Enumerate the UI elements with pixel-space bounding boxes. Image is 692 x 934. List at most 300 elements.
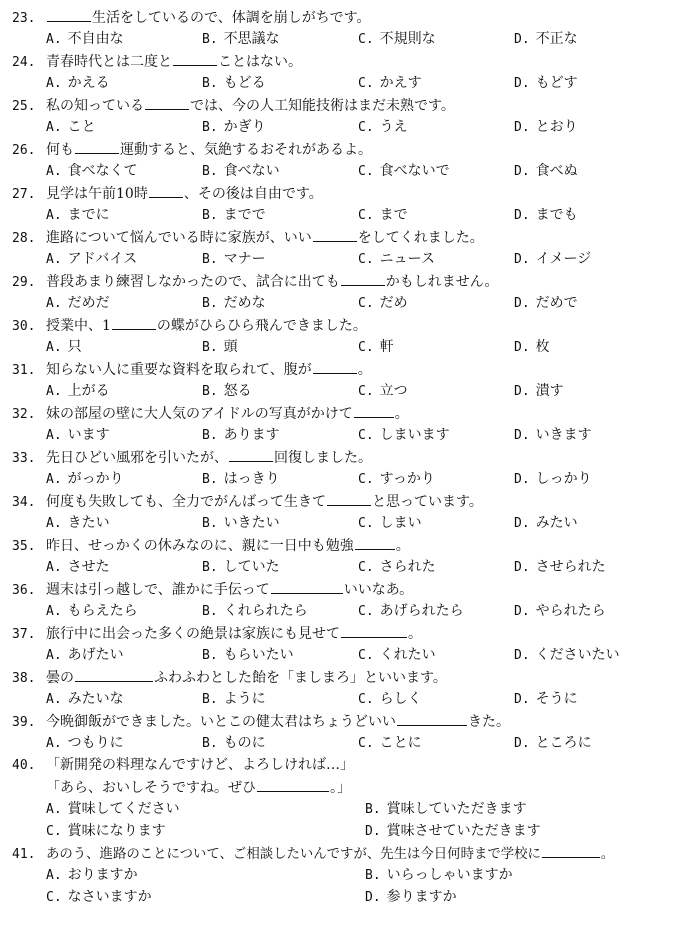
option-letter: C.: [358, 208, 374, 223]
question-number: 27.: [12, 187, 36, 202]
option-a[interactable]: [46, 732, 202, 754]
option-letter: A.: [46, 736, 62, 751]
answer-blank: [75, 138, 119, 154]
option-b[interactable]: [202, 28, 358, 50]
options-row: [12, 336, 684, 358]
question-stem: [12, 226, 684, 248]
option-b[interactable]: [202, 248, 358, 270]
option-c[interactable]: [358, 512, 514, 534]
option-text: がっかり: [67, 471, 124, 487]
option-letter: C.: [358, 384, 374, 399]
option-text: あげられたら: [379, 603, 464, 619]
option-letter: D.: [514, 736, 530, 751]
option-letter: C.: [358, 76, 374, 91]
option-letter: C.: [358, 32, 374, 47]
option-text: 不自由な: [67, 31, 124, 47]
stem-text-before: 見学は午前10時: [46, 186, 148, 202]
option-letter: C.: [358, 516, 374, 531]
question-item: [12, 314, 684, 358]
answer-blank: [355, 534, 395, 550]
option-letter: B.: [202, 208, 218, 223]
question-40: [12, 754, 684, 842]
option-d[interactable]: [514, 732, 644, 754]
option-text: だめな: [223, 295, 266, 311]
option-text: アドバイス: [67, 251, 138, 267]
question-stem: [12, 402, 684, 424]
option-d[interactable]: [514, 600, 644, 622]
answer-blank: [271, 578, 343, 594]
question-item: [12, 534, 684, 578]
option-c[interactable]: [358, 248, 514, 270]
option-c[interactable]: [358, 380, 514, 402]
option-letter: D.: [514, 340, 530, 355]
option-d[interactable]: [514, 336, 644, 358]
option-b[interactable]: [202, 160, 358, 182]
option-c[interactable]: [358, 424, 514, 446]
stem-text-before: 授業中、1: [46, 318, 111, 334]
stem-text-before: 私の知っている: [46, 98, 144, 114]
question-item: [12, 138, 684, 182]
option-letter: B.: [202, 560, 218, 575]
question-number: 23.: [12, 11, 36, 26]
stem-text-after: 運動すると、気絶するおそれがあるよ。: [120, 142, 372, 158]
option-a[interactable]: [46, 28, 202, 50]
option-text: みたい: [535, 515, 578, 531]
option-b[interactable]: [202, 424, 358, 446]
answer-blank: [354, 402, 394, 418]
option-a[interactable]: [46, 116, 202, 138]
option-letter: A.: [46, 604, 62, 619]
option-text: みたいな: [67, 691, 124, 707]
option-d[interactable]: [365, 820, 684, 842]
option-text: さられた: [379, 559, 436, 575]
option-letter: B.: [202, 120, 218, 135]
option-a[interactable]: [46, 512, 202, 534]
option-text: 怒る: [223, 383, 252, 399]
option-letter: D.: [514, 384, 530, 399]
option-letter: A.: [46, 120, 62, 135]
option-d[interactable]: [514, 72, 644, 94]
option-text: 食べないで: [379, 163, 450, 179]
option-letter: B.: [202, 76, 218, 91]
option-a[interactable]: [46, 688, 202, 710]
options-row: [12, 644, 684, 666]
option-text: 軒: [379, 339, 394, 355]
stem-text-after: をしてくれました。: [357, 230, 484, 246]
option-a[interactable]: [46, 72, 202, 94]
option-c[interactable]: [358, 116, 514, 138]
stem-text-before: 進路について悩んでいる時に家族が、いい: [46, 230, 312, 246]
answer-blank: [149, 182, 183, 198]
option-text: とおり: [535, 119, 578, 135]
option-letter: D.: [514, 208, 530, 223]
answer-blank: [112, 314, 156, 330]
option-b[interactable]: [365, 798, 684, 820]
stem-text-after: 。: [357, 362, 372, 378]
option-c[interactable]: [358, 644, 514, 666]
options-row: [12, 820, 684, 842]
option-a[interactable]: [46, 798, 365, 820]
option-b[interactable]: [202, 644, 358, 666]
question-stem: [12, 490, 684, 512]
stem-text-after: 、その後は自由です。: [183, 186, 323, 202]
question-stem: [12, 138, 684, 160]
option-text: います: [67, 427, 110, 443]
option-c[interactable]: [358, 556, 514, 578]
question-number: 25.: [12, 99, 36, 114]
question-stem: [12, 314, 684, 336]
option-text: そうに: [535, 691, 578, 707]
stem-text-after: 。」: [330, 780, 351, 796]
option-letter: D.: [514, 32, 530, 47]
option-text: ものに: [223, 735, 266, 751]
option-text: 頭: [223, 339, 238, 355]
option-letter: D.: [514, 648, 530, 663]
option-text: すっかり: [379, 471, 435, 487]
question-item: [12, 226, 684, 270]
question-number: 41.: [12, 847, 36, 862]
answer-blank: [542, 842, 600, 858]
option-d[interactable]: [514, 160, 644, 182]
stem-text-before: 青春時代とは二度と: [46, 54, 172, 70]
option-b[interactable]: [202, 688, 358, 710]
option-c[interactable]: [358, 72, 514, 94]
option-text: させた: [67, 559, 110, 575]
option-c[interactable]: [46, 820, 365, 842]
option-letter: A.: [46, 516, 62, 531]
answer-blank: [75, 666, 153, 682]
option-text: こと: [67, 119, 96, 135]
option-text: いきます: [535, 427, 592, 443]
answer-blank: [341, 622, 407, 638]
option-a[interactable]: [46, 160, 202, 182]
question-item: [12, 270, 684, 314]
option-c[interactable]: [358, 160, 514, 182]
answer-blank: [327, 490, 371, 506]
option-c[interactable]: [358, 468, 514, 490]
question-item: [12, 402, 684, 446]
option-text: あげたい: [67, 647, 124, 663]
option-letter: D.: [514, 252, 530, 267]
option-text: くれられたら: [223, 603, 308, 619]
option-text: いらっしゃいますか: [386, 867, 513, 883]
option-letter: B.: [202, 736, 218, 751]
stem-text-before: あのう、進路のことについて、ご相談したいんですが、先生は今日何時まで学校に: [46, 847, 541, 862]
option-text: くださいたい: [535, 647, 620, 663]
option-letter: B.: [202, 252, 218, 267]
dialogue-line-1: 「新開発の料理なんですけど、よろしければ…」: [46, 757, 354, 773]
stem-text-before: 「あら、おいしそうですね。ぜひ: [46, 780, 256, 796]
option-text: おりますか: [67, 867, 138, 883]
option-text: 枚: [535, 339, 550, 355]
option-a[interactable]: [46, 248, 202, 270]
question-number: 29.: [12, 275, 36, 290]
option-letter: B.: [365, 802, 381, 817]
option-text: うえ: [379, 119, 408, 135]
option-b[interactable]: [202, 336, 358, 358]
option-d[interactable]: [514, 644, 644, 666]
option-text: マナー: [223, 251, 266, 267]
option-letter: A.: [46, 428, 62, 443]
option-d[interactable]: [514, 116, 644, 138]
option-text: つもりに: [67, 735, 124, 751]
option-letter: B.: [202, 428, 218, 443]
option-text: までも: [535, 207, 578, 223]
option-letter: C.: [358, 692, 374, 707]
options-row: [12, 72, 684, 94]
options-row: [12, 798, 684, 820]
options-row: [12, 248, 684, 270]
question-number: 32.: [12, 407, 36, 422]
option-a[interactable]: [46, 204, 202, 226]
option-text: もどす: [535, 75, 578, 91]
option-letter: A.: [46, 252, 62, 267]
option-letter: B.: [202, 516, 218, 531]
option-a[interactable]: [46, 468, 202, 490]
option-letter: B.: [202, 32, 218, 47]
stem-text-before: 何度も失敗しても、全力でがんばって生きて: [46, 494, 326, 510]
option-letter: A.: [46, 648, 62, 663]
option-d[interactable]: [514, 688, 644, 710]
option-letter: A.: [46, 32, 62, 47]
option-letter: C.: [46, 890, 62, 905]
question-item: [12, 578, 684, 622]
option-text: いきたい: [223, 515, 280, 531]
option-d[interactable]: [514, 292, 644, 314]
option-text: ことに: [379, 735, 422, 751]
option-letter: C.: [358, 736, 374, 751]
option-c[interactable]: [358, 28, 514, 50]
options-row: [12, 380, 684, 402]
question-item: [12, 358, 684, 402]
option-letter: D.: [514, 120, 530, 135]
option-text: していた: [223, 559, 280, 575]
question-number: 31.: [12, 363, 36, 378]
question-stem: [12, 622, 684, 644]
question-stem: [12, 446, 684, 468]
options-row: [12, 512, 684, 534]
option-b[interactable]: [202, 380, 358, 402]
option-letter: D.: [514, 692, 530, 707]
option-letter: C.: [358, 340, 374, 355]
question-number: 35.: [12, 539, 36, 554]
option-d[interactable]: [365, 886, 684, 908]
answer-blank: [313, 358, 357, 374]
question-item: [12, 446, 684, 490]
option-b[interactable]: [202, 292, 358, 314]
option-letter: C.: [358, 120, 374, 135]
options-row: [12, 116, 684, 138]
option-d[interactable]: [514, 380, 644, 402]
option-text: やられたら: [535, 603, 606, 619]
question-stem: [12, 50, 684, 72]
question-stem: [12, 534, 684, 556]
question-number: 40.: [12, 758, 36, 773]
options-row: [12, 28, 684, 50]
option-text: ように: [223, 691, 266, 707]
option-letter: D.: [365, 890, 381, 905]
option-letter: D.: [514, 516, 530, 531]
answer-blank: [47, 6, 91, 22]
option-letter: A.: [46, 802, 62, 817]
question-item: [12, 50, 684, 94]
option-letter: D.: [514, 76, 530, 91]
option-text: もどる: [223, 75, 266, 91]
stem-text-after: ふわふわとした飴を「ましまろ」といいます。: [154, 670, 447, 686]
option-a[interactable]: [46, 556, 202, 578]
option-text: かえす: [379, 75, 422, 91]
option-text: かぎり: [223, 119, 266, 135]
option-text: だめで: [535, 295, 578, 311]
option-a[interactable]: [46, 336, 202, 358]
option-d[interactable]: [514, 248, 644, 270]
question-stem: [12, 754, 684, 776]
option-letter: C.: [358, 604, 374, 619]
option-text: 賞味させていただきます: [386, 823, 541, 839]
question-number: 36.: [12, 583, 36, 598]
option-letter: D.: [365, 824, 381, 839]
question-stem: [12, 358, 684, 380]
option-b[interactable]: [202, 468, 358, 490]
options-row: [12, 864, 684, 886]
option-letter: D.: [514, 164, 530, 179]
stem-text-before: 先日ひどい風邪を引いたが、: [46, 450, 228, 466]
option-letter: B.: [202, 648, 218, 663]
option-a[interactable]: [46, 600, 202, 622]
question-item: [12, 182, 684, 226]
question-stem: [12, 710, 684, 732]
option-letter: C.: [358, 252, 374, 267]
option-letter: B.: [202, 164, 218, 179]
option-text: ところに: [535, 735, 592, 751]
option-text: までに: [67, 207, 110, 223]
question-number: 24.: [12, 55, 36, 70]
stem-text-after: ことはない。: [218, 54, 302, 70]
option-text: あります: [223, 427, 280, 443]
option-d[interactable]: [514, 468, 644, 490]
stem-text-after: 。: [408, 626, 422, 642]
option-c[interactable]: [358, 204, 514, 226]
question-number: 26.: [12, 143, 36, 158]
option-text: なさいますか: [67, 889, 152, 905]
option-letter: A.: [46, 692, 62, 707]
option-letter: A.: [46, 76, 62, 91]
option-c[interactable]: [358, 292, 514, 314]
option-a[interactable]: [46, 292, 202, 314]
option-text: させられた: [535, 559, 606, 575]
option-letter: C.: [46, 824, 62, 839]
option-b[interactable]: [202, 72, 358, 94]
answer-blank: [257, 776, 329, 792]
stem-text-after: 。: [394, 406, 409, 422]
question-item: [12, 666, 684, 710]
option-text: らしく: [379, 691, 422, 707]
option-a[interactable]: [46, 380, 202, 402]
options-row: [12, 600, 684, 622]
stem-text-after: かもしれません。: [385, 274, 499, 290]
option-c[interactable]: [46, 886, 365, 908]
option-letter: D.: [514, 604, 530, 619]
option-letter: B.: [202, 384, 218, 399]
option-letter: A.: [46, 340, 62, 355]
option-letter: A.: [46, 164, 62, 179]
option-text: かえる: [67, 75, 110, 91]
option-b[interactable]: [202, 732, 358, 754]
option-letter: B.: [365, 868, 381, 883]
option-b[interactable]: [202, 512, 358, 534]
option-a[interactable]: [46, 644, 202, 666]
options-row: [12, 424, 684, 446]
option-d[interactable]: [514, 512, 644, 534]
option-d[interactable]: [514, 556, 644, 578]
option-a[interactable]: [46, 864, 365, 886]
option-b[interactable]: [202, 116, 358, 138]
answer-blank: [313, 226, 357, 242]
answer-blank: [145, 94, 189, 110]
question-list: [12, 6, 684, 754]
option-text: しまい: [379, 515, 422, 531]
option-text: まで: [379, 207, 408, 223]
option-text: しまいます: [379, 427, 450, 443]
question-number: 34.: [12, 495, 36, 510]
option-a[interactable]: [46, 424, 202, 446]
question-number: 33.: [12, 451, 36, 466]
option-c[interactable]: [358, 336, 514, 358]
options-row: [12, 160, 684, 182]
option-b[interactable]: [202, 204, 358, 226]
question-item: [12, 6, 684, 50]
stem-text-after: と思っています。: [372, 494, 483, 510]
answer-blank: [397, 710, 467, 726]
stem-text-before: 曇の: [46, 670, 74, 686]
option-c[interactable]: [358, 732, 514, 754]
options-row: [12, 688, 684, 710]
option-text: もらいたい: [223, 647, 294, 663]
question-number: 39.: [12, 715, 36, 730]
option-letter: B.: [202, 340, 218, 355]
question-stem: [12, 94, 684, 116]
option-letter: A.: [46, 208, 62, 223]
question-stem: [12, 6, 684, 28]
stem-text-before: 週末は引っ越しで、誰かに手伝って: [46, 582, 270, 598]
option-letter: D.: [514, 560, 530, 575]
stem-text-after: の蝶がひらひら飛んできました。: [156, 318, 367, 334]
option-text: 上がる: [67, 383, 110, 399]
question-stem: [12, 842, 684, 864]
option-text: 食べない: [223, 163, 280, 179]
option-c[interactable]: [358, 688, 514, 710]
option-b[interactable]: [202, 600, 358, 622]
option-b[interactable]: [365, 864, 684, 886]
option-text: くれたい: [379, 647, 436, 663]
question-number: 38.: [12, 671, 36, 686]
stem-text-after: 。: [395, 538, 410, 554]
stem-text-before: 何も: [46, 142, 74, 158]
option-letter: D.: [514, 296, 530, 311]
option-b[interactable]: [202, 556, 358, 578]
option-d[interactable]: [514, 424, 644, 446]
stem-text-before: 普段あまり練習しなかったので、試合に出ても: [46, 274, 340, 290]
option-d[interactable]: [514, 28, 644, 50]
option-text: 賞味になります: [67, 823, 166, 839]
option-letter: A.: [46, 472, 62, 487]
option-letter: C.: [358, 164, 374, 179]
option-d[interactable]: [514, 204, 644, 226]
answer-blank: [341, 270, 385, 286]
option-letter: D.: [514, 472, 530, 487]
option-c[interactable]: [358, 600, 514, 622]
options-row: [12, 292, 684, 314]
